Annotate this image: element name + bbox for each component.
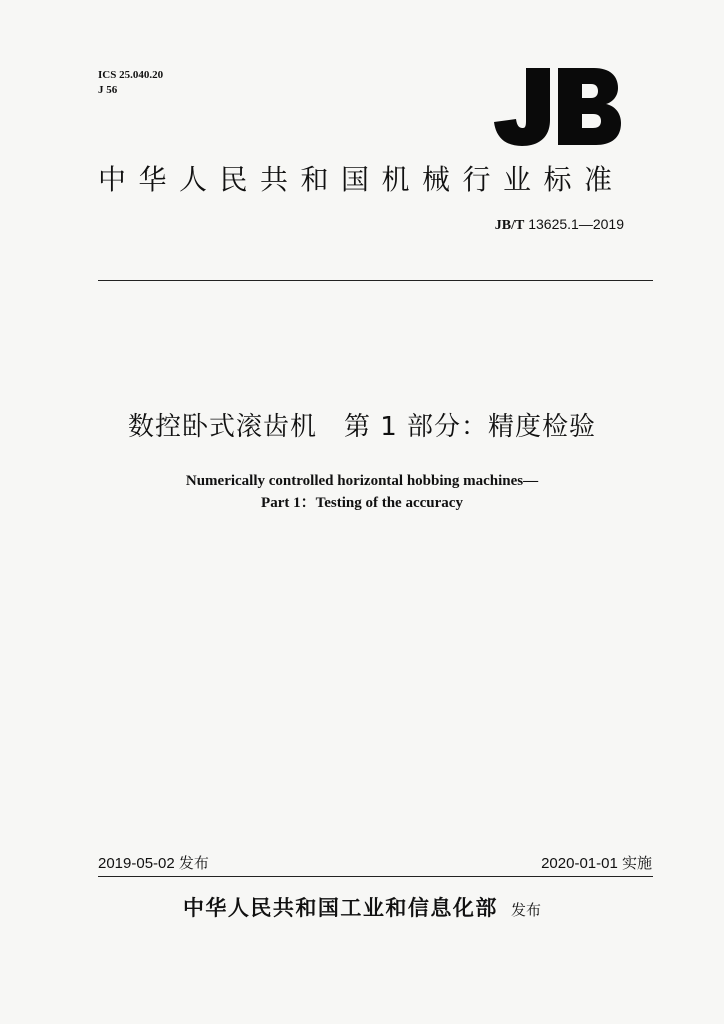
issue-date: 2019-05-02 发布 xyxy=(98,855,209,872)
english-title xyxy=(0,470,724,514)
classification-code: J 56 xyxy=(98,84,118,96)
publisher-line xyxy=(0,892,724,922)
implementation-date: 2020-01-01 实施 xyxy=(541,855,652,872)
jb-logo xyxy=(492,64,624,148)
standard-prefix: JB/T xyxy=(494,218,525,233)
publisher-organization: 中华人民共和国工业和信息化部 xyxy=(182,896,498,920)
english-title-line-1: Numerically controlled horizontal hobbing machines— xyxy=(185,473,539,489)
classification-block xyxy=(98,68,163,98)
bottom-divider xyxy=(98,876,653,877)
standard-code: 13625.1—2019 xyxy=(528,216,624,232)
english-title-line-2: Part 1：Testing of the accuracy xyxy=(261,495,463,511)
standard-number xyxy=(495,216,624,234)
publisher-suffix: 发布 xyxy=(511,901,542,919)
ics-code: ICS 25.040.20 xyxy=(98,69,164,81)
chinese-title: 数控卧式滚齿机 第 1 部分：精度检验 xyxy=(127,412,597,442)
industry-standard-title: 中华人民共和国机械行业标准 xyxy=(98,163,625,196)
top-divider xyxy=(98,280,653,281)
